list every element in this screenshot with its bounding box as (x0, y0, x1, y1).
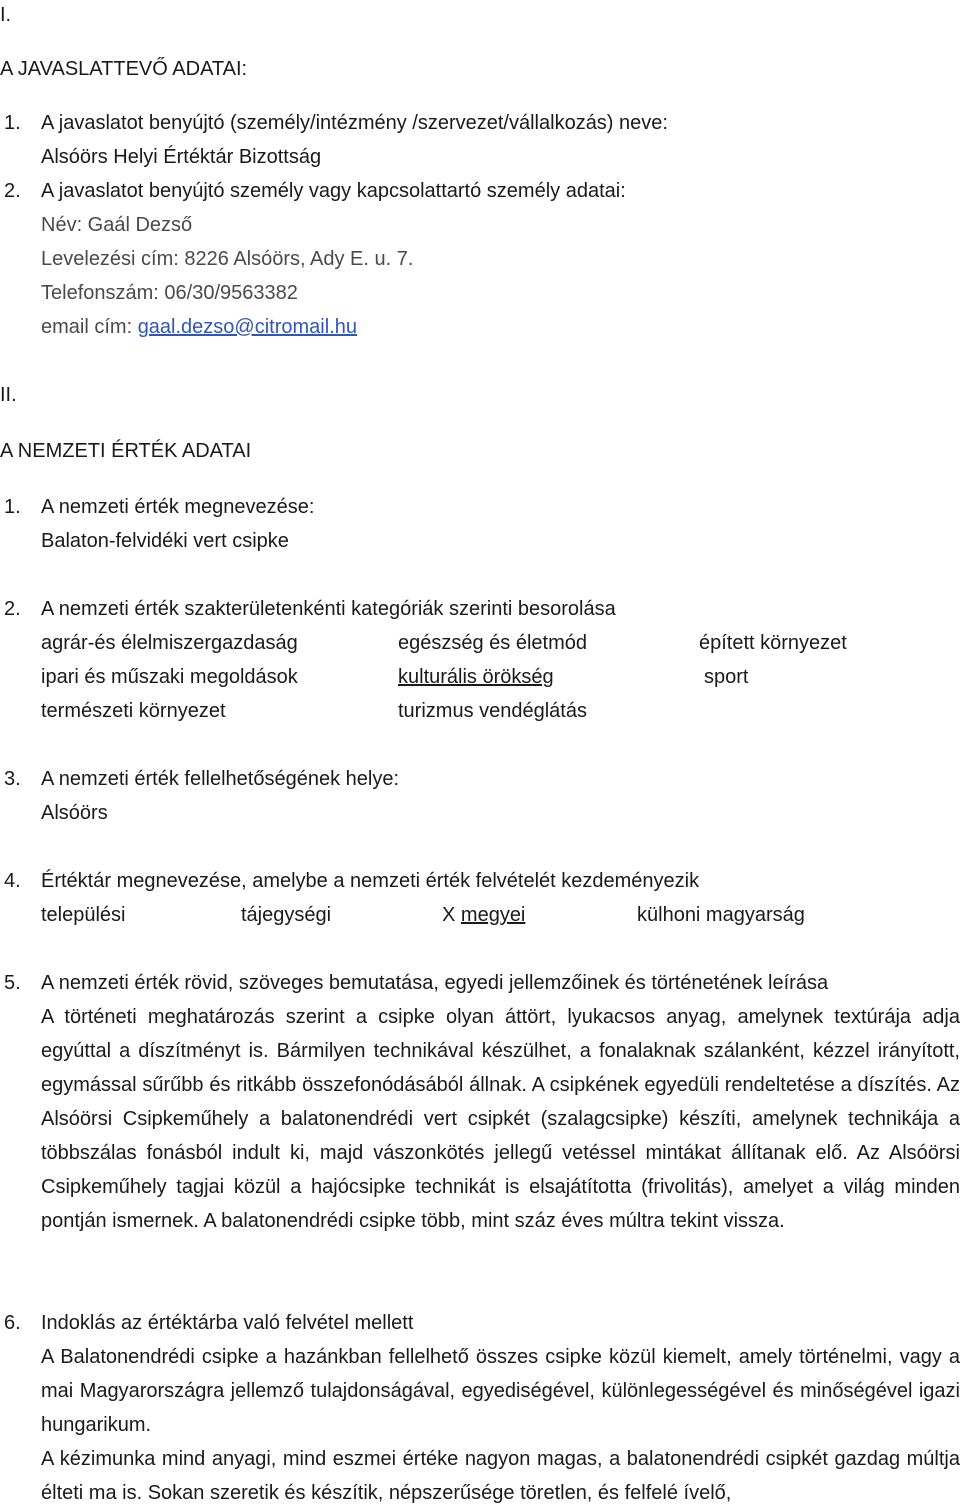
contact-email-line (41, 314, 357, 340)
contact-phone: Telefonszám: 06/30/9563382 (41, 282, 298, 304)
selected-mark: X (442, 904, 461, 926)
category-ipari: ipari és műszaki megoldások (41, 666, 298, 688)
item-2-number: 2. (4, 180, 21, 202)
value-2-number: 2. (4, 598, 21, 620)
justification-text-1: A Balatonendrédi csipke a hazánkban fellelhető összes csipke közül kiemelt, amely történelmi, vagy a mai Magyarországra jellemző tulajdonságával, egyediségével, különlegességével és minőségével igazi hungarikum. (41, 1346, 960, 1436)
option-tajegysegi: tájegységi (241, 904, 332, 926)
category-agrar: agrár-és élelmiszergazdaság (41, 632, 298, 654)
section-1-heading: A JAVASLATTEVŐ ADATAI: (0, 58, 248, 80)
location-value: Alsóörs (41, 802, 108, 824)
section-1-roman: I. (0, 4, 12, 26)
contact-address: Levelezési cím: 8226 Alsóörs, Ady E. u. 7. (41, 248, 414, 270)
option-megyei: megyei (460, 904, 526, 926)
email-link[interactable]: gaal.dezso@citromail.hu (137, 316, 357, 338)
category-egeszseg: egészség és életmód (398, 632, 588, 654)
contact-name: Név: Gaál Dezső (41, 214, 193, 236)
submitter-name: Alsóörs Helyi Értéktár Bizottság (41, 146, 322, 168)
description-label: A nemzeti érték rövid, szöveges bemutatása, egyedi jellemzőinek és történetének leírása (41, 972, 829, 994)
repository-label: Értéktár megnevezése, amelybe a nemzeti érték felvételét kezdeményezik (41, 870, 700, 892)
category-sport: sport (704, 666, 749, 688)
email-label: email cím: (41, 316, 138, 338)
value-6-number: 6. (4, 1312, 21, 1334)
value-name: Balaton-felvidéki vert csipke (41, 530, 289, 552)
value-name-label: A nemzeti érték megnevezése: (41, 496, 315, 518)
description-text: A történeti meghatározás szerint a csipke olyan áttört, lyukacsos anyag, amelynek textúrája adja egyúttal a díszítményt is. Bármilyen technikával készülhet, a fonalaknak szálanként, kézzel irányított, egymással sűrűbb és ritkább összefonódásából állnak. A csipkének egyedüli rendeltetése a díszítés. Az Alsóörsi Csipkeműhely a balatonendrédi vert csipkét (szalagcsipke) készíti, amelynek technikája a többszálas fonásból indult ki, majd vászonkötés jellegű vetéssel mintákat állítanak elő. Az Alsóörsi Csipkeműhely tagjai közül a hajócsipke technikát is elsajátította (frivolitás), amelyet a világ minden pontján ismernek. A balatonendrédi csipke több, mint száz éves múltra tekint vissza. (41, 1006, 960, 1232)
category-epitett: épített környezet (699, 632, 847, 654)
justification-label: Indoklás az értéktárba való felvétel mellett (41, 1312, 414, 1334)
value-1-number: 1. (4, 496, 21, 518)
value-3-number: 3. (4, 768, 21, 790)
option-kulhoni: külhoni magyarság (637, 904, 805, 926)
submitter-label: A javaslatot benyújtó (személy/intézmény /szervezet/vállalkozás) neve: (41, 112, 668, 134)
option-telepulesi: települési (41, 904, 126, 926)
section-2-roman: II. (0, 384, 17, 406)
contact-label: A javaslatot benyújtó személy vagy kapcsolattartó személy adatai: (41, 180, 626, 202)
category-kulturalis-selected: kulturális örökség (398, 666, 554, 688)
item-1-number: 1. (4, 112, 21, 134)
justification-text-2: A kézimunka mind anyagi, mind eszmei értéke nagyon magas, a balatonendrédi csipkét gazdag múltja élteti ma is. Sokan szeretik és készítik, népszerűsége töretlen, és felfelé ívelő, (41, 1448, 960, 1504)
section-2-heading: A NEMZETI ÉRTÉK ADATAI (0, 440, 252, 462)
value-5-number: 5. (4, 972, 21, 994)
category-turizmus: turizmus vendéglátás (398, 700, 587, 722)
option-megyei-selected (442, 902, 525, 928)
location-label: A nemzeti érték fellelhetőségének helye: (41, 768, 399, 790)
category-termeszeti: természeti környezet (41, 700, 226, 722)
category-label: A nemzeti érték szakterületenkénti kategóriák szerinti besorolása (41, 598, 616, 620)
value-4-number: 4. (4, 870, 21, 892)
